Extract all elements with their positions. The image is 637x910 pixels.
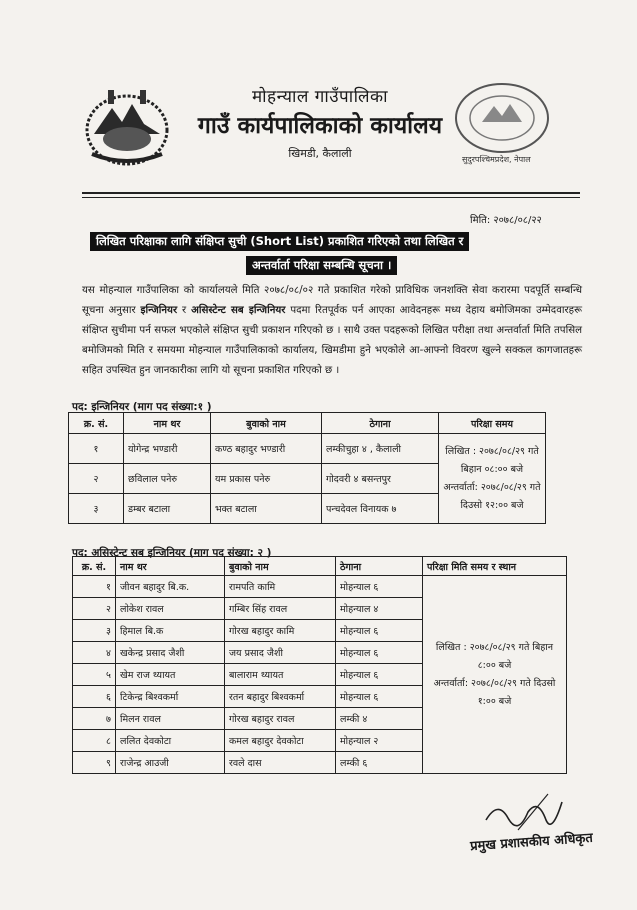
interview-date: अन्तर्वार्ता: २०७८/०८/२९ गते [443, 481, 541, 493]
serial-cell: ९ [73, 752, 116, 774]
col-exam-schedule: परिक्षा मिति समय र स्थान [423, 557, 567, 576]
father-name-cell: रवले दास [225, 752, 336, 774]
father-name-cell: कण्ठ बहादुर भण्डारी [211, 434, 322, 464]
col-address: ठेगाना [336, 557, 423, 576]
address-cell: मोहन्याल ६ [336, 642, 423, 664]
header-rule [82, 192, 580, 194]
name-cell: राजेन्द्र आउजी [116, 752, 225, 774]
name-cell: डम्बर बटाला [124, 494, 211, 524]
serial-cell: ३ [73, 620, 116, 642]
col-serial: क्र. सं. [73, 557, 116, 576]
name-cell: योगेन्द्र भण्डारी [124, 434, 211, 464]
address-cell: पन्चदेवल विनायक ७ [322, 494, 439, 524]
name-cell: खकेन्द्र प्रसाद जैशी [116, 642, 225, 664]
exam-schedule-cell [423, 576, 567, 774]
name-cell: छविलाल पनेरु [124, 464, 211, 494]
address-cell: लम्की ४ [336, 708, 423, 730]
serial-cell: ८ [73, 730, 116, 752]
father-name-cell: जय प्रसाद जैशी [225, 642, 336, 664]
written-exam-date: लिखित : २०७८/०८/२९ गते [445, 445, 539, 457]
serial-cell: १ [73, 576, 116, 598]
table-row [73, 576, 567, 598]
notice-body-part-2: पदमा रितपूर्वक पर्न आएका आवेदनहरू मध्य देहाय बमोजिमका उम्मेदवारहरू संक्षिप्त सुचीमा पर्न सफल भएकोले संक्षिप्त सुची प्रकाशन गरिएको छ । साथै उक्त पदहरूको लिखित परीक्षा तथा अन्तर्वार्ता मिति तपसिल बमोजिमको मिति र समयमा मोहन्याल गाउँपालिकाको कार्यालय, खिमडीमा हुने भएकोले आ-आफ्नो विवरण खुल्ने सक्कल कागजातहरू सहित उपस्थित हुन जानकारीका लागि यो सूचना प्रकाशित गरिएको छ । [82, 305, 582, 376]
table-header-row [69, 413, 546, 434]
address-cell: मोहन्याल २ [336, 730, 423, 752]
address-cell: लम्की ६ [336, 752, 423, 774]
notice-title-line-1: लिखित परिक्षाका लागि संक्षिप्त सुची (Short List) प्रकाशित गरिएको तथा लिखित र [90, 232, 469, 251]
col-address: ठेगाना [322, 413, 439, 434]
name-cell: हिमाल बि.क [116, 620, 225, 642]
father-name-cell: बालाराम थ्यायत [225, 664, 336, 686]
address-cell: मोहन्याल ६ [336, 576, 423, 598]
serial-cell: ६ [73, 686, 116, 708]
engineer-table [68, 412, 546, 524]
name-cell: जीवन बहादुर बि.क. [116, 576, 225, 598]
municipality-name: मोहन्याल गाउँपालिका [251, 87, 389, 107]
office-location: खिमडी, कैलाली [288, 147, 352, 160]
father-name-cell: भक्त बटाला [211, 494, 322, 524]
notice-body [82, 281, 582, 381]
name-cell: लोकेश रावल [116, 598, 225, 620]
col-serial: क्र. सं. [69, 413, 124, 434]
written-exam-time: बिहान ०८:०० बजे [460, 463, 524, 475]
col-father-name: बुवाको नाम [211, 413, 322, 434]
engineer-section-title: पद: इन्जिनियर (माग पद संख्या:१ ) [72, 401, 212, 413]
col-name: नाम थर [116, 557, 225, 576]
address-cell: मोहन्याल ६ [336, 686, 423, 708]
address-cell: लम्कीचुहा ४ , कैलाली [322, 434, 439, 464]
post-name-sub-engineer: असिस्टेन्ट सब इन्जिनियर [191, 305, 286, 316]
address-cell: गोदवरी ४ बसन्तपुर [322, 464, 439, 494]
father-name-cell: यम प्रकास पनेरु [211, 464, 322, 494]
header-rule-thin [82, 197, 580, 198]
post-name-engineer: इन्जिनियर [140, 305, 178, 316]
notice-conjunction: र [177, 305, 192, 316]
address-cell: मोहन्याल ६ [336, 664, 423, 686]
signatory-title: प्रमुख प्रशासकीय अधिकृत [469, 830, 594, 855]
father-name-cell: रामपति कामि [225, 576, 336, 598]
serial-cell: ३ [69, 494, 124, 524]
father-name-cell: गोरख बहादुर रावल [225, 708, 336, 730]
father-name-cell: रतन बहादुर बिश्वकर्मा [225, 686, 336, 708]
serial-cell: ७ [73, 708, 116, 730]
notice-title-line-2: अन्तर्वार्ता परिक्षा सम्बन्धि सूचना । [246, 256, 397, 275]
name-cell: ललित देवकोटा [116, 730, 225, 752]
exam-schedule-cell [439, 434, 546, 524]
written-exam-date: लिखित : २०७८/०८/२९ गते बिहान [435, 641, 554, 653]
serial-cell: १ [69, 434, 124, 464]
interview-date: अन्तर्वार्ता: २०७८/०८/२९ गते दिउसो [433, 677, 556, 689]
table-header-row [73, 557, 567, 576]
col-name: नाम थर [124, 413, 211, 434]
address-cell: मोहन्याल ६ [336, 620, 423, 642]
table-row [69, 434, 546, 464]
name-cell: टिकेन्द्र बिश्वकर्मा [116, 686, 225, 708]
notice-date: मिति: २०७८/०८/२२ [470, 215, 542, 226]
sub-engineer-table [72, 556, 567, 774]
interview-time: १:०० बजे [477, 695, 512, 707]
serial-cell: ५ [73, 664, 116, 686]
name-cell: मिलन रावल [116, 708, 225, 730]
col-exam-time: परिक्षा समय [439, 413, 546, 434]
notice-body-part-1: यस मोहन्याल गाउँपालिका को कार्यालयले मिति २०७८/०८/०२ गते प्रकाशित गरेको प्राविधिक जनशक्ति सेवा करारमा पदपूर्ति सम्बन्धि सूचना अनुसार [82, 285, 582, 316]
col-father-name: बुवाको नाम [225, 557, 336, 576]
address-cell: मोहन्याल ४ [336, 598, 423, 620]
father-name-cell: कमल बहादुर देवकोटा [225, 730, 336, 752]
name-cell: खेम राज थ्यायत [116, 664, 225, 686]
province-text: सुदुरपश्चिमप्रदेश, नेपाल [462, 155, 531, 164]
serial-cell: ४ [73, 642, 116, 664]
office-name: गाउँ कार्यपालिकाको कार्यालय [197, 113, 443, 139]
written-exam-time: ८:०० बजे [477, 659, 512, 671]
interview-time: दिउसो १२:०० बजे [460, 499, 524, 511]
serial-cell: २ [73, 598, 116, 620]
serial-cell: २ [69, 464, 124, 494]
father-name-cell: गोरख बहादुर कामि [225, 620, 336, 642]
father-name-cell: गम्बिर सिंह रावल [225, 598, 336, 620]
sub-engineer-section-title: पद: असिस्टेन्ट सब इन्जिनियर (माग पद संख्या: २ ) [72, 547, 272, 559]
